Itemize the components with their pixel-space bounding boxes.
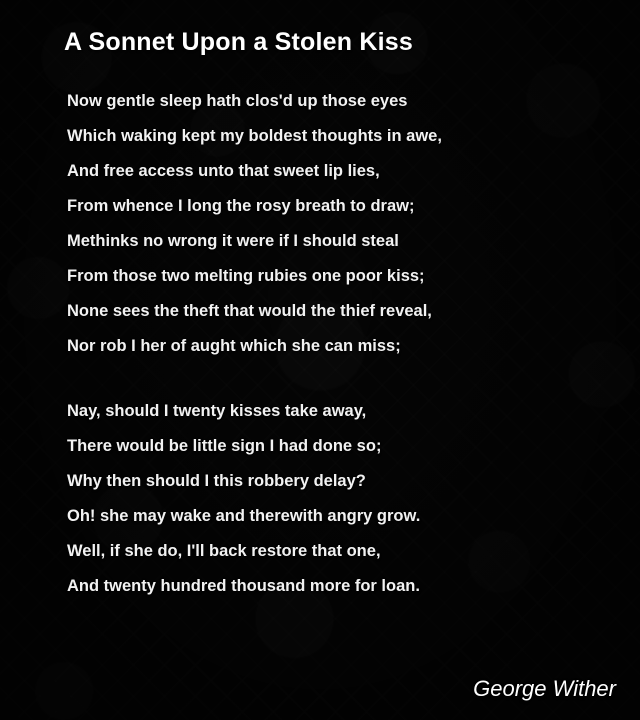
poem-line: And free access unto that sweet lip lies, (67, 162, 380, 180)
stanza (67, 394, 610, 604)
poem-line: None sees the theft that would the thief reveal, (67, 302, 432, 320)
poem-line: Methinks no wrong it were if I should steal (67, 232, 399, 250)
poem-line: There would be little sign I had done so; (67, 437, 382, 455)
poem-line: And twenty hundred thousand more for loan. (67, 577, 420, 595)
poem-line: Now gentle sleep hath clos'd up those eyes (67, 92, 408, 110)
poem-line: From those two melting rubies one poor kiss; (67, 267, 425, 285)
author-name: George Wither (473, 676, 616, 701)
poem-line: Nor rob I her of aught which she can miss; (67, 337, 401, 355)
poem-line: From whence I long the rosy breath to draw; (67, 197, 415, 215)
page-title: A Sonnet Upon a Stolen Kiss (64, 28, 413, 56)
stanza (67, 84, 610, 364)
poem-line: Oh! she may wake and therewith angry grow. (67, 507, 421, 525)
poem-line: Why then should I this robbery delay? (67, 472, 366, 490)
poem-line: Well, if she do, I'll back restore that one, (67, 542, 381, 560)
poem-line: Nay, should I twenty kisses take away, (67, 402, 367, 420)
poem-line: Which waking kept my boldest thoughts in awe, (67, 127, 442, 145)
poem-text (67, 84, 610, 634)
